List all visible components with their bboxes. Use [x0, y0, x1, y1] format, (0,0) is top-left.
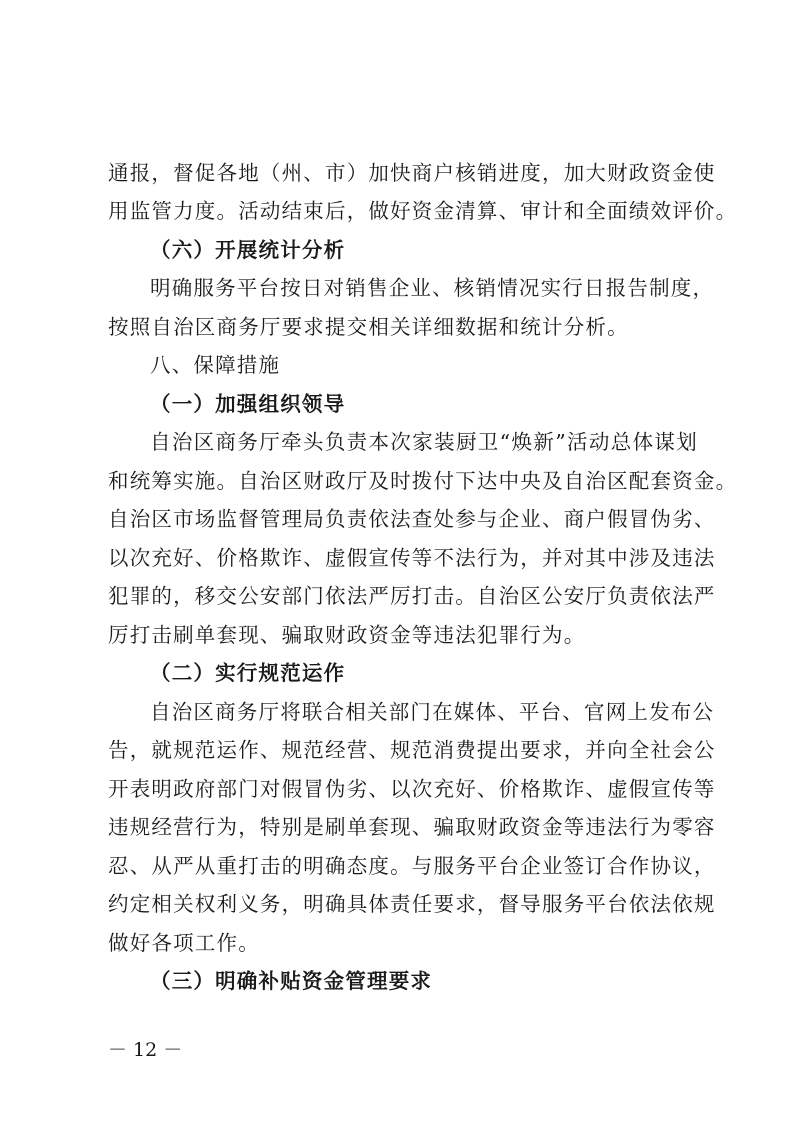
body-line: 按照自治区商务厅要求提交相关详细数据和统计分析。 — [108, 315, 629, 339]
body-line: 告，就规范运作、规范经营、规范消费提出要求，并向全社会公 — [108, 738, 716, 762]
body-line: 犯罪的，移交公安部门依法严厉打击。自治区公安厅负责依法严 — [108, 584, 716, 608]
chapter-heading: 八、保障措施 — [150, 353, 281, 377]
body-line: 厉打击刷单套现、骗取财政资金等违法犯罪行为。 — [108, 623, 586, 647]
body-line: 自治区商务厅牵头负责本次家装厨卫“焕新”活动总体谋划 — [150, 430, 698, 454]
body-line: 自治区市场监督管理局负责依法查处参与企业、商户假冒伪劣、 — [108, 507, 716, 531]
body-line: 和统筹实施。自治区财政厅及时拨付下达中央及自治区配套资金。 — [108, 469, 738, 493]
section-heading: （三）明确补贴资金管理要求 — [150, 969, 433, 993]
body-line: 自治区商务厅将联合相关部门在媒体、平台、官网上发布公 — [150, 700, 715, 724]
body-line: 开表明政府部门对假冒伪劣、以次充好、价格欺诈、虚假宣传等 — [108, 777, 716, 801]
body-line: 做好各项工作。 — [108, 931, 260, 955]
body-line: 以次充好、价格欺诈、虚假宣传等不法行为，并对其中涉及违法 — [108, 546, 716, 570]
body-line: 忍、从严从重打击的明确态度。与服务平台企业签订合作协议， — [108, 854, 716, 878]
body-line: 通报，督促各地（州、市）加快商户核销进度，加大财政资金使 — [108, 161, 716, 185]
section-heading: （六）开展统计分析 — [150, 238, 346, 262]
body-line: 违规经营行为，特别是刷单套现、骗取财政资金等违法行为零容 — [108, 815, 716, 839]
body-line: 约定相关权利义务，明确具体责任要求，督导服务平台依法依规 — [108, 892, 716, 916]
page-number: － 12 － — [108, 1039, 183, 1061]
body-line: 明确服务平台按日对销售企业、核销情况实行日报告制度， — [150, 276, 715, 300]
section-heading: （二）实行规范运作 — [150, 661, 346, 685]
body-line: 用监管力度。活动结束后，做好资金清算、审计和全面绩效评价。 — [108, 199, 738, 223]
section-heading: （一）加强组织领导 — [150, 392, 346, 416]
